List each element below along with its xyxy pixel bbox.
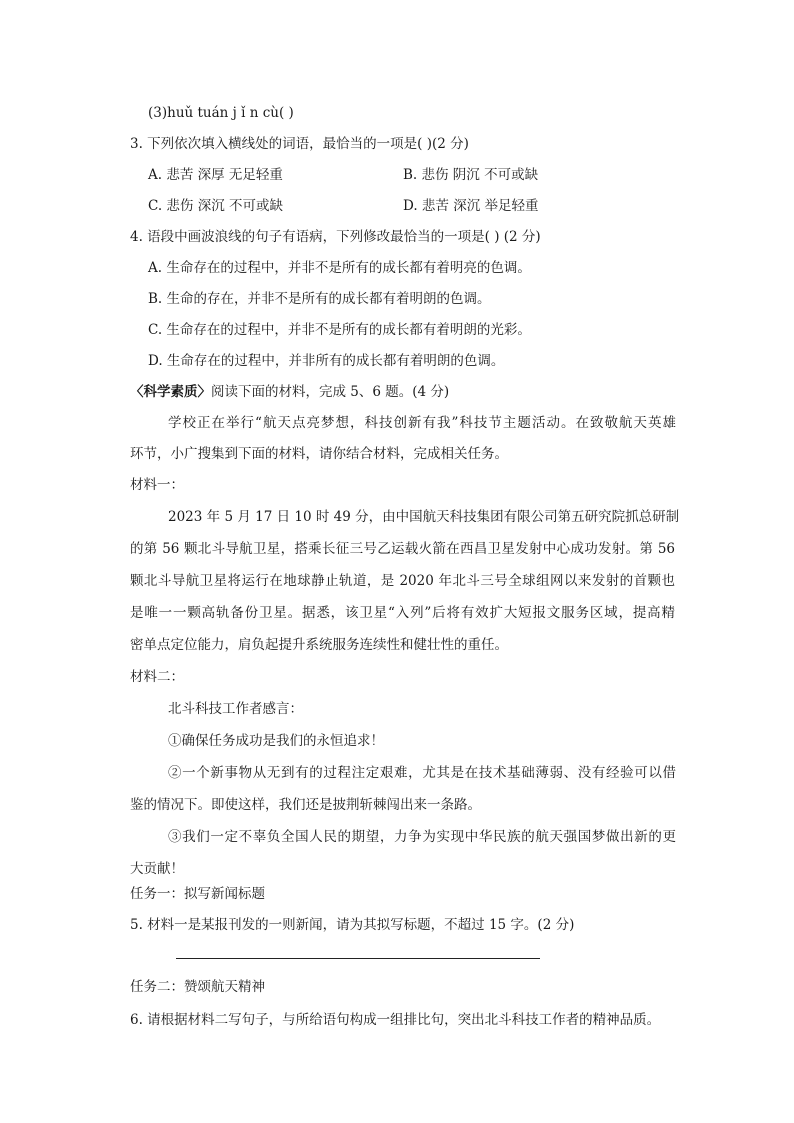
material-1-line-2: 的第 56 颗北斗导航卫星，搭乘长征三号乙运载火箭在西昌卫星发射中心成功发射。第 56 [130,541,675,557]
task-1-title: 任务一：拟写新闻标题 [130,886,265,902]
material-1-line-5: 密单点定位能力，肩负起提升系统服务连续性和健壮性的重任。 [130,637,508,653]
material-2-sentence-1: ①确保任务成功是我们的永恒追求！ [168,733,384,749]
question-3-option-a: A. 悲苦 深厚 无足轻重 [148,167,283,183]
material-1-line-3: 颗北斗导航卫星将运行在地球静止轨道，是 2020 年北斗三号全球组网以来发射的首颗也 [130,573,675,589]
material-2-sentence-2-line-1: ②一个新事物从无到有的过程注定艰难，尤其是在技术基础薄弱、没有经验可以借 [168,765,676,781]
material-2-label: 材料二： [130,669,184,685]
question-5-answer-line[interactable] [176,958,540,959]
question-4-option-d: D. 生命存在的过程中，并非所有的成长都有着明朗的色调。 [148,353,505,369]
science-section-intro [130,382,449,402]
question-4-option-b: B. 生命的存在，并非不是所有的成长都有着明朗的色调。 [148,291,491,307]
question-3-option-c: C. 悲伤 深沉 不可或缺 [148,198,284,214]
material-1-line-4: 是唯一一颗高轨备份卫星。据悉，该卫星“入列”后将有效扩大短报文服务区域，提高精 [130,605,675,621]
question-5-stem: 5. 材料一是某报刊发的一则新闻，请为其拟写标题，不超过 15 字。(2 分) [130,917,575,933]
material-2-heading: 北斗科技工作者感言： [168,701,303,717]
material-2-sentence-3-line-2: 大贡献！ [130,861,184,877]
question-3-option-b: B. 悲伤 阴沉 不可或缺 [403,167,539,183]
question-6-stem: 6. 请根据材料二写句子，与所给语句构成一组排比句，突出北斗科技工作者的精神品质。 [130,1012,661,1028]
material-1-line-1: 2023 年 5 月 17 日 10 时 49 分，由中国航天科技集团有限公司第五研究院抓总研制 [168,509,680,525]
material-2-sentence-3-line-1: ③我们一定不辜负全国人民的期望，力争为实现中华民族的航天强国梦做出新的更 [168,829,676,845]
science-intro-text: 阅读下面的材料，完成 5、6 题。(4 分) [211,384,450,400]
question-4-option-c: C. 生命存在的过程中，并非不是所有的成长都有着明朗的光彩。 [148,322,531,338]
task-2-title: 任务二：赞颂航天精神 [130,979,265,995]
material-1-label: 材料一： [130,477,184,493]
science-paragraph-line-1: 学校正在举行“航天点亮梦想，科技创新有我”科技节主题活动。在致敬航天英雄 [168,415,676,431]
question-2-item-3: (3)huǔ tuán j ǐ n cù( ) [148,105,294,121]
question-3-stem: 3. 下列依次填入横线处的词语，最恰当的一项是( )(2 分) [130,136,469,152]
science-tag: 〈科学素质〉 [130,384,211,400]
question-3-option-d: D. 悲苦 深沉 举足轻重 [403,198,539,214]
question-4-option-a: A. 生命存在的过程中，并非不是所有的成长都有着明亮的色调。 [148,260,531,276]
material-2-sentence-2-line-2: 鉴的情况下。即使这样，我们还是披荆斩棘闯出来一条路。 [130,797,481,813]
question-4-stem: 4. 语段中画波浪线的句子有语病，下列修改最恰当的一项是( ) (2 分) [130,229,541,245]
science-paragraph-line-2: 环节，小广搜集到下面的材料，请你结合材料，完成相关任务。 [130,446,508,462]
